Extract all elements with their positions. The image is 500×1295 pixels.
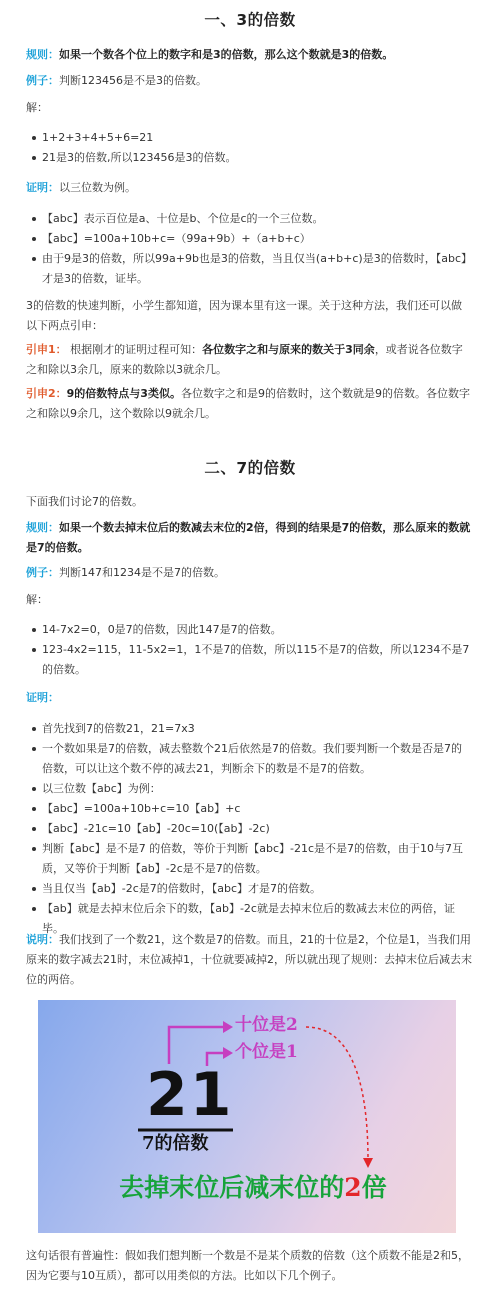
list-item: 一个数如果是7的倍数，减去整数个21后依然是7的倍数。我们要判断一个数是否是7的倍数，可以让这个数不停的减去21，判断余下的数是不是7的倍数。	[42, 739, 470, 779]
s1-rule	[26, 45, 474, 65]
s1-example-text: 判断123456是不是3的倍数。	[59, 74, 207, 87]
s2-closing: 这句话很有普遍性：假如我们想判断一个数是不是某个质数的倍数（这个质数不能是2和5，因为它要与10互质），都可以用类似的方法。比如以下几个例子。	[26, 1249, 469, 1282]
s2-example-text: 判断147和1234是不是7的倍数。	[59, 566, 225, 579]
list-item: 1+2+3+4+5+6=21	[42, 128, 474, 148]
s1-rule-text: 如果一个数各个位上的数字和是3的倍数，那么这个数就是3的倍数。	[59, 48, 394, 61]
arrow-ten-head	[223, 1021, 233, 1033]
s1-ext1-pre: 根据刚才的证明过程可知：	[70, 343, 203, 356]
s2-proof-label: 证明：	[26, 691, 59, 704]
s1-quick-text: 3的倍数的快速判断，小学生都知道，因为课本里有这一课。关于这种方法，我们还可以做以下两点引申：	[26, 299, 462, 332]
list-item: 判断【abc】是不是7 的倍数，等价于判断【abc】-21c是不是7的倍数，由于10与7互质，又等价于判断【ab】-2c是不是7的倍数。	[42, 839, 470, 879]
s1-proof	[26, 178, 474, 198]
s1-rule-label: 规则：	[26, 48, 59, 61]
s2-note-text: 我们找到了一个数21，这个数是7的倍数。而且，21的十位是2，个位是1，当我们用原来的数字减去21时，末位减掉1，十位就要减掉2，所以就出现了规则：去掉末位后减去末位的两倍。	[26, 933, 472, 986]
unit-digit-label: 个位是1	[235, 1042, 298, 1062]
list-item: 以三位数【abc】为例：	[42, 779, 470, 799]
ten-digit-label: 十位是2	[235, 1015, 298, 1035]
list-item: 当且仅当【ab】-2c是7的倍数时，【abc】才是7的倍数。	[42, 879, 470, 899]
s1-ext1-label: 引申1：	[26, 343, 67, 356]
rule-banner	[78, 1172, 428, 1204]
arrow-ten-line	[169, 1027, 223, 1064]
s1-example	[26, 71, 474, 91]
s2-note	[26, 930, 472, 990]
s1-ext2	[26, 384, 472, 424]
rule-banner-num: 2	[344, 1173, 362, 1202]
s1-solution-label: 解：	[26, 101, 48, 114]
section1-title: 一、3的倍数	[204, 11, 296, 29]
s2-rule-text: 如果一个数去掉末位后的数减去末位的2倍，得到的结果是7的倍数，那么原来的数就是7的倍数。	[26, 521, 471, 554]
s2-solution-list	[26, 620, 470, 680]
s2-intro: 下面我们讨论7的倍数。	[26, 495, 143, 508]
list-item: 21是3的倍数,所以123456是3的倍数。	[42, 148, 474, 168]
s2-example-label: 例子：	[26, 566, 59, 579]
big-number: 21	[146, 1060, 234, 1130]
s2-example	[26, 563, 474, 583]
s2-solution-label: 解：	[26, 593, 48, 606]
multiple-label: 7的倍数	[142, 1133, 209, 1154]
list-item: 【ab】就是去掉末位后余下的数，【ab】-2c就是去掉末位后的数减去末位的两倍，证毕。	[42, 899, 470, 939]
s1-ext1	[26, 340, 472, 380]
s2-rule	[26, 518, 472, 558]
s2-rule-label: 规则：	[26, 521, 59, 534]
rule-banner-end: 倍	[361, 1173, 387, 1202]
list-item: 【abc】表示百位是a、十位是b、个位是c的一个三位数。	[42, 209, 467, 229]
list-item: 【abc】=100a+10b+c=10【ab】+c	[42, 799, 470, 819]
rule-banner-main: 去掉末位后减末位的	[119, 1173, 345, 1202]
s1-proof-text: 以三位数为例。	[59, 181, 136, 194]
s1-ext1-bold: 各位数字之和与原来的数关于3同余	[202, 343, 375, 356]
s1-ext1-post: ，或者说各位数字之和除以3余几，原来的数除以3就余几。	[26, 343, 463, 376]
list-item: 14-7x2=0，0是7的倍数，因此147是7的倍数。	[42, 620, 470, 640]
dashed-curve	[306, 1027, 368, 1160]
s1-ext2-label: 引申2：	[26, 387, 67, 400]
s2-proof-list	[26, 719, 470, 939]
s1-proof-list	[26, 209, 467, 289]
arrow-unit-head	[223, 1047, 233, 1059]
section2-title: 二、7的倍数	[204, 459, 296, 477]
list-item: 【abc】=100a+10b+c=（99a+9b）+（a+b+c）	[42, 229, 467, 249]
list-item: 123-4x2=115，11-5x2=1，1不是7的倍数，所以115不是7的倍数，所以1234不是7的倍数。	[42, 640, 470, 680]
s1-solution-list	[26, 128, 474, 168]
list-item: 首先找到7的倍数21，21=7x3	[42, 719, 470, 739]
dashed-arrow-head	[363, 1158, 373, 1168]
s1-ext2-bold: 9的倍数特点与3类似。	[66, 387, 181, 400]
s2-note-label: 说明：	[26, 933, 59, 946]
s1-ext2-post: 各位数字之和是9的倍数时，这个数就是9的倍数。各位数字之和除以9余几，这个数除以9就余几。	[26, 387, 470, 420]
rule-illustration	[38, 1000, 456, 1233]
s1-example-label: 例子：	[26, 74, 59, 87]
list-item: 【abc】-21c=10【ab】-20c=10(【ab】-2c)	[42, 819, 470, 839]
s1-proof-label: 证明：	[26, 181, 59, 194]
list-item: 由于9是3的倍数，所以99a+9b也是3的倍数，当且仅当(a+b+c)是3的倍数时，【abc】才是3的倍数，证毕。	[42, 249, 467, 289]
